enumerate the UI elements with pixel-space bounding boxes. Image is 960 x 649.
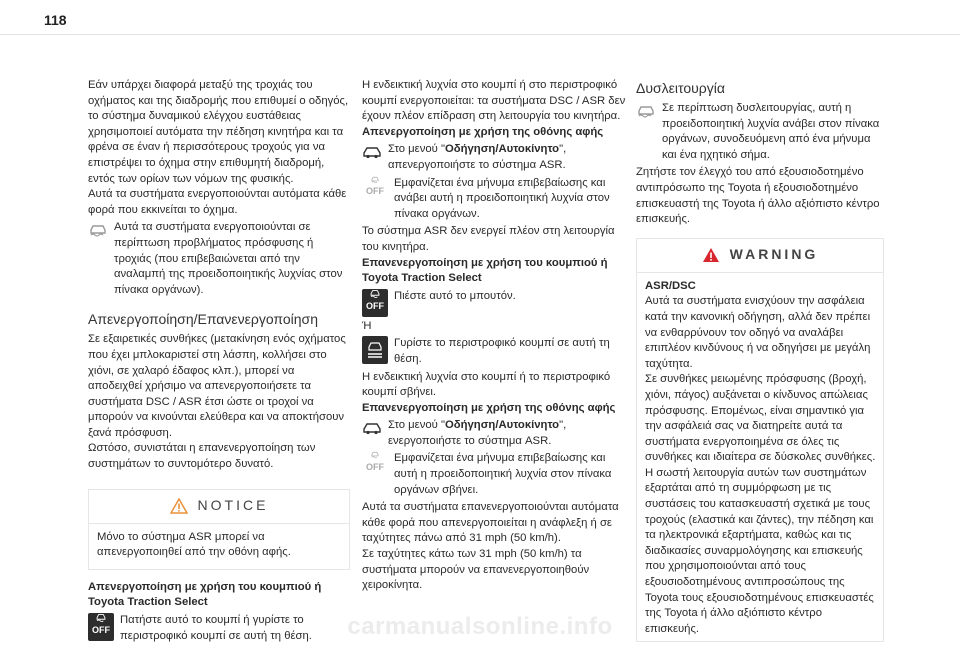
column-3 (636, 80, 884, 642)
off-button-text: Πατήστε αυτό το κουμπί ή γυρίστε το περιστροφικό κουμπί σε αυτή τη θέση. (120, 614, 312, 642)
rotary-text: Γυρίστε το περιστροφικό κουμπί σε αυτή τη θέση. (394, 337, 610, 365)
notice-text: Μόνο το σύστημα ASR μπορεί να απενεργοποιηθεί από την οθόνη αφής. (97, 530, 291, 559)
menu-activate-row (362, 418, 628, 449)
button-deactivation-heading: Απενεργοποίηση με χρήση του κουμπιού ή Toyota Traction Select (88, 580, 322, 609)
car-menu-icon (362, 144, 382, 160)
press-button-row (362, 289, 628, 317)
touchscreen-deactivation-heading: Απενεργοποίηση με χρήση της οθόνης αφής (362, 125, 604, 138)
menu-activate-text: Στο μενού "Οδήγηση/Αυτοκίνητο", ενεργοποιήστε το σύστημα ASR. (388, 419, 567, 447)
asr-off-lamp-icon: OFF (362, 176, 388, 202)
malfunction-row (636, 101, 884, 163)
confirm-on-text: Εμφανίζεται ένα μήνυμα επιβεβαίωσης και αυτή η προειδοποιητική λυχνία στον πίνακα οργάνων σβήνει. (394, 452, 612, 496)
warning-body (637, 273, 883, 642)
press-button-text: Πιέστε αυτό το μπουτόν. (394, 289, 516, 302)
warning-box (636, 238, 884, 643)
header-divider (0, 34, 960, 35)
traction-off-button-icon: OFF (88, 613, 114, 641)
section-heading-deactivation: Απενεργοποίηση/Επανενεργοποίηση (88, 311, 318, 328)
lamp-on-paragraph: Η ενδεικτική λυχνία στο κουμπί ή στο περιστροφικό κουμπί ενεργοποιείται: τα συστήματα DSC / ASR δεν έχουν πλέον επίδραση στη λειτουργία του κινητήρα. (362, 79, 626, 123)
malfunction-text: Σε περίπτωση δυσλειτουργίας, αυτή η προειδοποιητική λυχνία ανάβει στον πίνακα οργάνων, συνοδευόμενη από ένα μήνυμα και ένα ηχητικό σήμα. (662, 102, 880, 161)
menu-deactivate-row (362, 142, 628, 173)
notice-title: NOTICE (197, 497, 269, 514)
manual-reactivation-paragraph: Σε ταχύτητες κάτω των 31 mph (50 km/h) τα συστήματα μπορούν να επανενεργοποιηθούν χειροκίνητα. (362, 548, 590, 592)
traction-select-knob-icon (362, 336, 388, 364)
auto-paragraph: Αυτά τα συστήματα ενεργοποιούνται αυτόματα κάθε φορά που εκκινείται το όχημα. (88, 188, 347, 216)
warning-paragraph-3: Η σωστή λειτουργία αυτών των συστημάτων εξαρτάται από τη συμμόρφωση με τις συστάσεις του κατασκευαστή σχετικά με τους τροχούς (ελαστικά και ζάντες), την πέδηση και τα ηλεκτρονικά εξαρτήματα, καθώς και τις διαδικασίες συναρμολόγησης και επισκευής που χρησιμοποιούνται από τους εξουσιοδοτημένους αντιπροσώπους της Toyota τους εξουσιοδοτημένους επισκευαστές της Toyota ή άλλο αξιόπιστο κέντρο επισκευής. (645, 466, 874, 635)
skid-car-icon (88, 222, 108, 238)
recommendation-paragraph: Ωστόσο, συνιστάται η επανενεργοποίηση των συστημάτων το συντομότερο δυνατό. (88, 442, 316, 471)
asr-off-lamp-icon: OFF (362, 451, 388, 477)
button-reactivation-heading: Επανενεργοποίηση με χρήση του κουμπιού ή Toyota Traction Select (362, 256, 608, 285)
skid-lamp-text: Αυτά τα συστήματα ενεργοποιούνται σε περίπτωση προβλήματος πρόσφυσης ή τροχιάς (που επιβεβαιώνεται από την αναλαμπή της προειδοποιητικής λυχνίας στον πίνακα οργάνων). (114, 221, 343, 296)
or-text: Ή (362, 319, 372, 332)
notice-header (89, 490, 349, 524)
confirm-off-row (362, 176, 628, 223)
touchscreen-reactivation-heading: Επανενεργοποίηση με χρήση της οθόνης αφής (362, 401, 616, 414)
skid-lamp-row (88, 220, 350, 298)
warning-header (637, 239, 883, 273)
watermark: carmanualsonline.info (347, 613, 613, 640)
warning-title: WARNING (729, 246, 819, 263)
menu-deactivate-text: Στο μενού "Οδήγηση/Αυτοκίνητο", απενεργοποιήστε το σύστημα ASR. (388, 143, 567, 171)
confirm-on-row (362, 451, 628, 498)
warning-paragraph-1: Αυτά τα συστήματα ενισχύουν την ασφάλεια κατά την κανονική οδήγηση, αλλά δεν πρέπει να ενθαρρύνουν τον οδηγό να αναλάβει επιπλέον κινδύνους ή να οδηγήσει με μεγάλη ταχύτητα. (645, 295, 871, 370)
traction-off-button-icon: OFF (362, 289, 388, 317)
warning-triangle-icon (702, 247, 720, 263)
column-2 (362, 78, 628, 594)
notice-warning-icon (170, 498, 188, 514)
deactivation-paragraph: Σε εξαιρετικές συνθήκες (μετακίνηση ενός οχήματος που έχει μπλοκαριστεί στη λάσπη, κολλήσει στο χιόνι, σε χαλαρό έδαφος κλπ.), μπορεί να αποδειχθεί χρήσιμο να απενεργοποιήσετε τα συστήματα DSC / ASR έτσι ώστε οι τροχοί να μπορούν να κινούνται ελεύθερα και να αποκτήσουν ξανά πρόσφυση. (88, 333, 346, 439)
skid-car-icon (636, 103, 656, 119)
lamp-off-paragraph: Η ενδεικτική λυχνία στο κουμπί ή το περιστροφικό κουμπί σβήνει. (362, 370, 611, 399)
notice-box (88, 489, 350, 570)
asr-inactive-paragraph: Το σύστημα ASR δεν ενεργεί πλέον στη λειτουργία του κινητήρα. (362, 225, 615, 253)
auto-reactivation-paragraph: Αυτά τα συστήματα επανενεργοποιούνται αυτόματα κάθε φορά που απενεργοποιείται η ανάφλεξη ή σε ταχύτητες πάνω από 31 mph (50 km/h). (362, 501, 619, 545)
confirm-off-text: Εμφανίζεται ένα μήνυμα επιβεβαίωσης και ανάβει αυτή η προειδοποιητική λυχνία στον πίνακα οργάνων. (394, 176, 610, 220)
check-paragraph: Ζητήστε τον έλεγχό του από εξουσιοδοτημένο αντιπρόσωπο της Toyota ή εξουσιοδοτημένο επισκευαστή της Toyota ή άλλο αξιόπιστο κέντρο επισκευής. (636, 166, 880, 226)
page-number: 118 (44, 12, 67, 28)
intro-paragraph: Εάν υπάρχει διαφορά μεταξύ της τροχιάς του οχήματος και της διαδρομής που επιθυμεί ο οδηγός, το σύστημα δυναμικού ελέγχου ευστάθειας χρησιμοποιεί αυτόματα την πέδηση κινητήρα και τα φρένα σε έναν ή περισσότερους τροχούς για να επιστρέψει το όχημα στην επιθυμητή διαδρομή, εντός των ορίων των νόμων της φυσικής. (88, 79, 349, 185)
car-menu-icon (362, 420, 382, 436)
column-1 (88, 78, 350, 646)
warning-subheading: ASR/DSC (645, 279, 696, 292)
rotary-row (362, 336, 628, 367)
section-heading-malfunction: Δυσλειτουργία (636, 80, 725, 96)
warning-paragraph-2: Σε συνθήκες μειωμένης πρόσφυσης (βροχή, χιόνι, πάγος) αυξάνεται ο κίνδυνος απώλειας πρόσφυσης. Επομένως, είναι σημαντικό για την ασφάλειά σας να διατηρείτε αυτά τα συστήματα ενεργοποιημένα σε όλες τις συνθήκες και ιδιαίτερα σε δύσκολες συνθήκες. (645, 373, 876, 464)
